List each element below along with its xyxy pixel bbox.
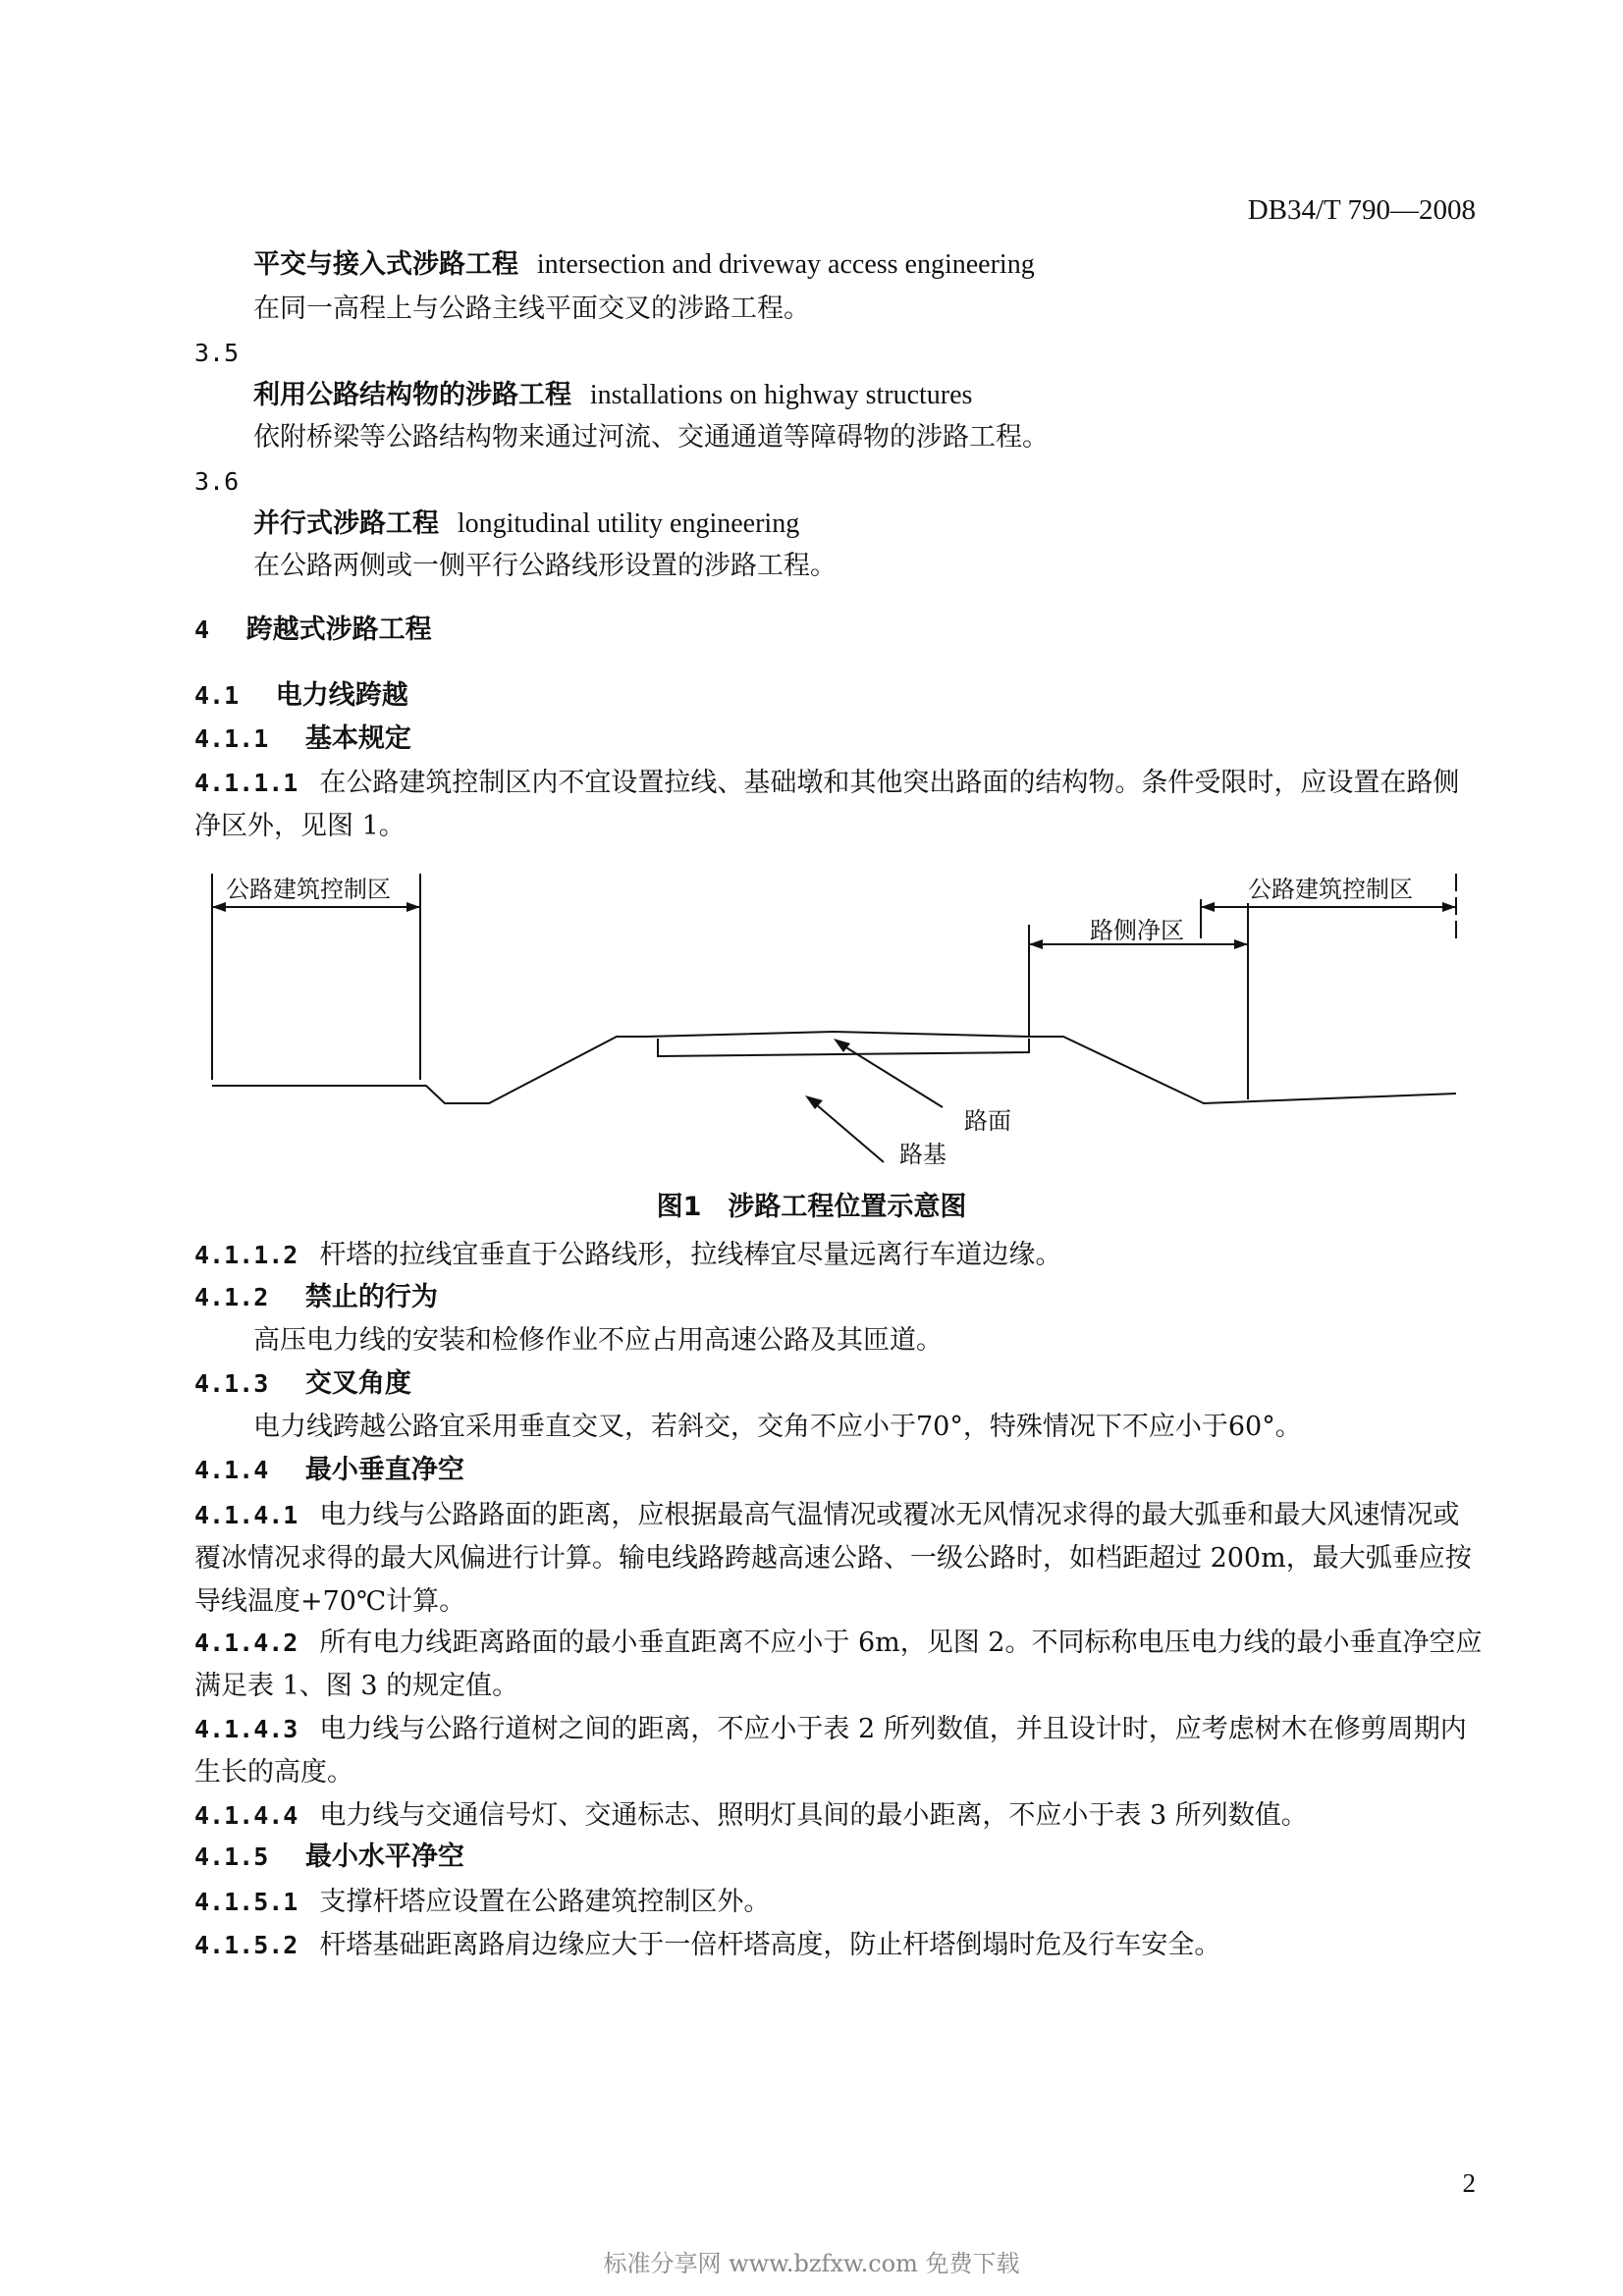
left-ground-profile: [212, 1037, 646, 1103]
arrow-head: [1029, 939, 1043, 949]
pavement-label: 路面: [964, 1107, 1011, 1135]
subgrade-label: 路基: [899, 1141, 947, 1168]
right-ground-profile: [1029, 1037, 1456, 1103]
clause-number-3-5: 3.5: [194, 339, 240, 367]
section-4-1-3-heading: 4.1.3 交叉角度: [194, 1368, 411, 1399]
term-en: longitudinal utility engineering: [457, 508, 800, 539]
arrow-head: [1442, 902, 1456, 912]
arrow-head: [834, 1039, 850, 1052]
pavement-top: [646, 1032, 1029, 1037]
section-4-1-heading: 4.1 电力线跨越: [194, 680, 408, 711]
left-control-zone-label: 公路建筑控制区: [226, 876, 391, 903]
section-4-1-1-heading: 4.1.1 基本规定: [194, 723, 411, 754]
definition-3-4: 在同一高程上与公路主线平面交叉的涉路工程。: [253, 294, 810, 324]
clause-4-1-5-1: 4.1.5.1 支撑杆塔应设置在公路建筑控制区外。: [194, 1887, 771, 1917]
standard-code: DB34/T 790—2008: [1247, 194, 1476, 226]
definition-3-5: 依附桥梁等公路结构物来通过河流、交通通道等障碍物的涉路工程。: [253, 422, 1049, 453]
section-4-1-5-heading: 4.1.5 最小水平净空: [194, 1842, 464, 1872]
clause-number-3-6: 3.6: [194, 467, 240, 496]
page-number: 2: [1462, 2168, 1476, 2198]
term-en: intersection and driveway access engineering: [536, 249, 1035, 280]
definition-3-6: 在公路两侧或一侧平行公路线形设置的涉路工程。: [253, 551, 837, 581]
term-3-5: [253, 376, 972, 415]
clause-4-1-4-3: 4.1.4.3 电力线与公路行道树之间的距离，不应小于表 2 所列数值，并且设计时，应考虑树木在修剪周期内生长的高度。: [194, 1714, 1467, 1788]
section-4-1-4-heading: 4.1.4 最小垂直净空: [194, 1455, 464, 1485]
clause-4-1-4-4: 4.1.4.4 电力线与交通信号灯、交通标志、照明灯具间的最小距离，不应小于表 3 所列数值。: [194, 1800, 1308, 1831]
footer-watermark: 标准分享网 www.bzfxw.com 免费下载: [603, 2250, 1020, 2277]
clause-4-1-3-text: 电力线跨越公路宜采用垂直交叉，若斜交，交角不应小于70°，特殊情况下不应小于60°。: [253, 1412, 1302, 1442]
arrow-head: [1234, 939, 1248, 949]
clear-zone-label: 路侧净区: [1090, 917, 1184, 944]
clause-4-1-5-2: 4.1.5.2 杆塔基础距离路肩边缘应大于一倍杆塔高度，防止杆塔倒塌时危及行车安全。: [194, 1930, 1221, 1960]
figure-1-diagram: [194, 864, 1471, 1198]
term-cn: 并行式涉路工程: [253, 508, 439, 539]
arrow-head: [1201, 902, 1215, 912]
term-3-4: [253, 245, 1035, 285]
term-cn: 利用公路结构物的涉路工程: [253, 380, 571, 410]
term-3-6: [253, 505, 799, 544]
section-4-heading: 4 跨越式涉路工程: [194, 614, 432, 645]
clause-4-1-4-1: 4.1.4.1 电力线与公路路面的距离，应根据最高气温情况或覆冰无风情况求得的最大弧垂和最大风速情况或覆冰情况求得的最大风偏进行计算。输电线路跨越高速公路、一级公路时，如档距超过 200m，最大弧垂应按导线温度+70℃计算。: [194, 1500, 1472, 1617]
clause-4-1-1-1: 4.1.1.1 在公路建筑控制区内不宜设置拉线、基础墩和其他突出路面的结构物。条件受限时，应设置在路侧净区外，见图 1。: [194, 768, 1460, 841]
figure-1-caption: 图1 涉路工程位置示意图: [656, 1192, 967, 1222]
term-cn: 平交与接入式涉路工程: [253, 249, 518, 280]
subgrade-leader-line: [809, 1098, 884, 1162]
clause-4-1-4-2: 4.1.4.2 所有电力线距离路面的最小垂直距离不应小于 6m，见图 2。不同标称电压电力线的最小垂直净空应满足表 1、图 3 的规定值。: [194, 1628, 1483, 1701]
term-en: installations on highway structures: [589, 380, 973, 410]
clause-4-1-2-text: 高压电力线的安装和检修作业不应占用高速公路及其匝道。: [253, 1325, 943, 1356]
clause-4-1-1-2: 4.1.1.2 杆塔的拉线宜垂直于公路线形，拉线棒宜尽量远离行车道边缘。: [194, 1240, 1062, 1270]
pavement-leader-line: [837, 1041, 943, 1107]
right-control-zone-label: 公路建筑控制区: [1248, 876, 1413, 903]
arrow-head: [212, 902, 226, 912]
arrow-head: [406, 902, 420, 912]
section-4-1-2-heading: 4.1.2 禁止的行为: [194, 1282, 438, 1312]
